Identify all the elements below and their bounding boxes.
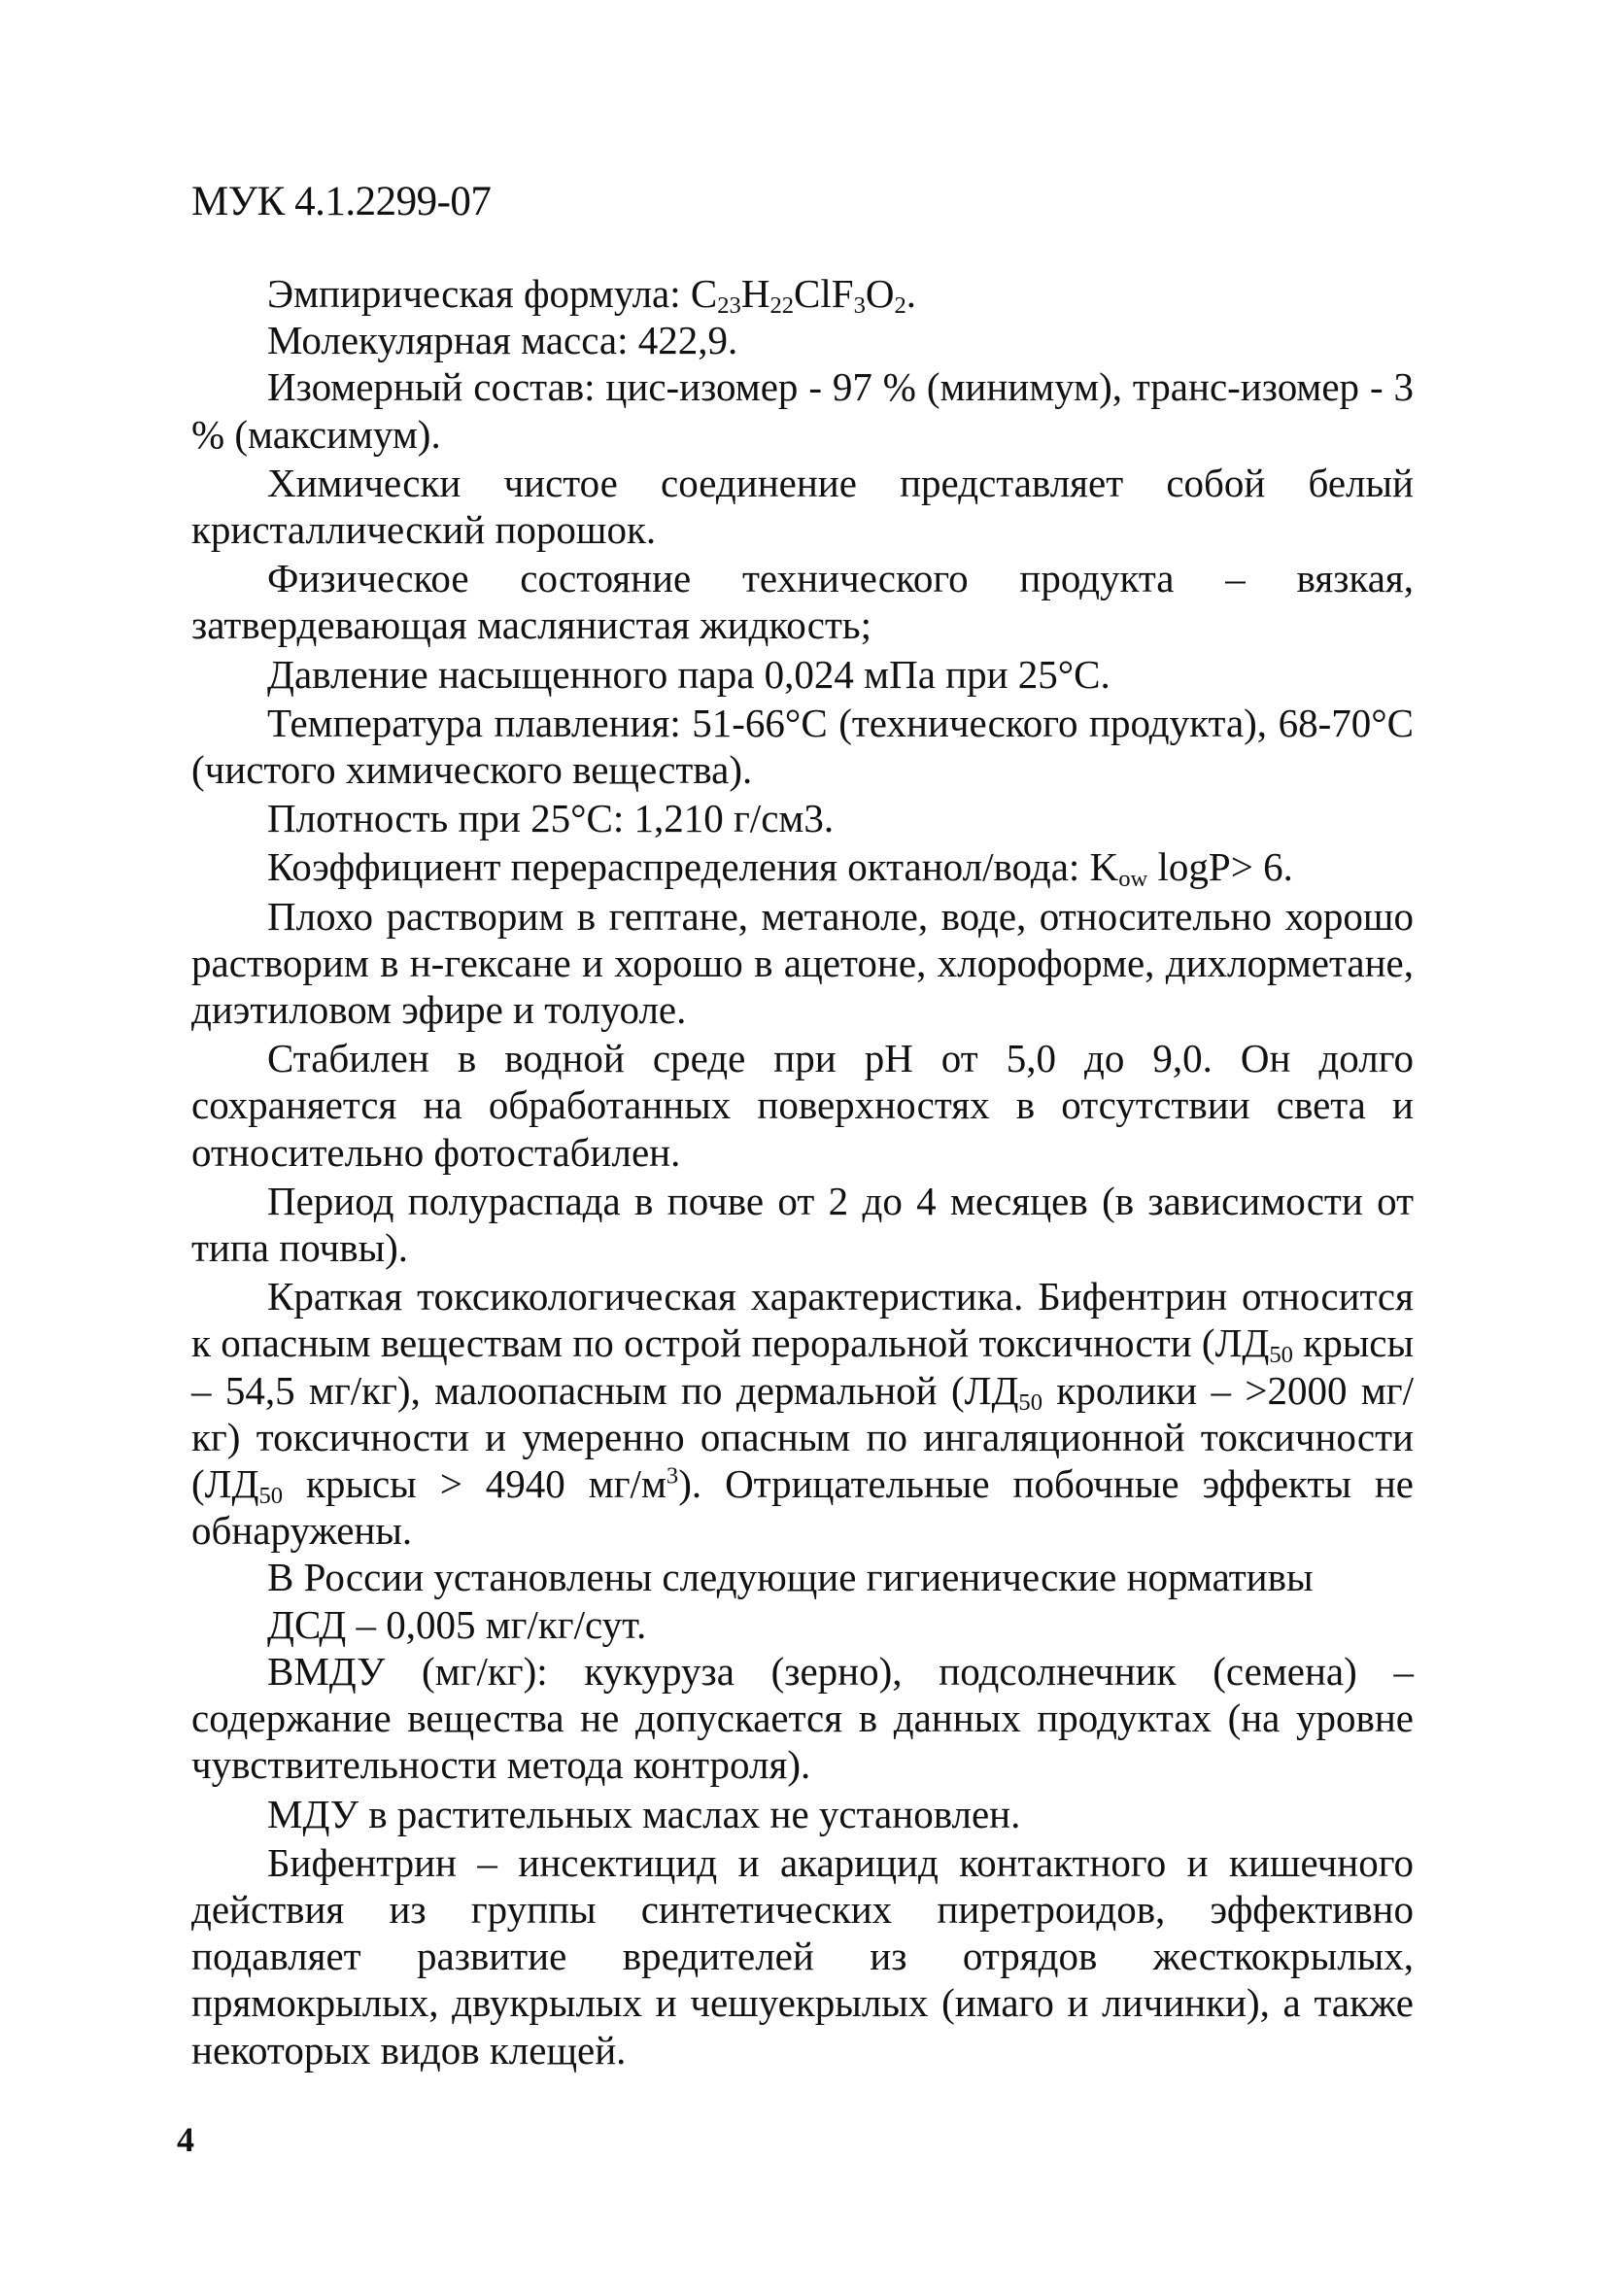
pure-compound: Химически чистое соединение представляет собой белый кристаллический порошок. — [191, 460, 1414, 553]
partition-coefficient: Коэффициент перераспределения октанол/вода: $K_{ow}$ logP> 6. — [267, 844, 1293, 893]
solubility: Плохо растворим в гептане, метаноле, воде, относительно хорошо растворим в н-гексане и хорошо в ацетоне, хлороформе, дихлорметане, диэтиловом эфире и толуоле. — [191, 893, 1414, 1033]
vmdu-norm: ВМДУ (мг/кг): кукуруза (зерно), подсолнечник (семена) – содержание вещества не допускается в данных продуктах (на уровне чувствительности метода контроля). — [191, 1648, 1414, 1788]
dsd-norm: ДСД – 0,005 мг/кг/сут. — [267, 1601, 647, 1647]
russia-norms: В России установлены следующие гигиенические нормативы — [267, 1555, 1314, 1600]
physical-state: Физическое состояние технического продукта – вязкая, затвердевающая маслянистая жидкость; — [191, 556, 1414, 648]
empirical-formula: Эмпирическая формула: $C_{23}H_{22}ClF_3O_2$. — [267, 271, 917, 320]
stability: Стабилен в водной среде при рН от 5,0 до 9,0. Он долго сохраняется на обработанных поверхностях в отсутствии света и относительно фотостабилен. — [191, 1036, 1414, 1175]
isomer-composition: Изомерный состав: цис-изомер - 97 % (минимум), транс-изомер - 3 % (максимум). — [191, 364, 1414, 457]
vapor-pressure: Давление насыщенного пара 0,024 мПа при 25°С. — [267, 651, 1111, 697]
document-body — [191, 270, 1414, 2073]
melting-point: Температура плавления: 51-66°С (технического продукта), 68-70°С (чистого химического вещества). — [191, 700, 1414, 793]
molar-mass: Молекулярная масса: 422,9. — [267, 318, 738, 363]
half-life: Период полураспада в почве от 2 до 4 месяцев (в зависимости от типа почвы). — [191, 1178, 1414, 1271]
mdu-norm: МДУ в растительных маслах не установлен. — [267, 1791, 1021, 1836]
description: Бифентрин – инсектицид и акарицид контактного и кишечного действия из группы синтетических пиретроидов, эффективно подавляет развитие вредителей из отрядов жесткокрылых, прямокрылых, двукрылых и чешуекрылых (имаго и личинки), а также некоторых видов клещей. — [191, 1839, 1414, 2073]
document-code-header: МУК 4.1.2299-07 — [191, 179, 492, 224]
page-number: 4 — [177, 2120, 194, 2159]
toxicology: Краткая токсикологическая характеристика. Бифентрин относится к опасным веществам по острой пероральной токсичности ($ЛД_{50}$ крысы – 54,5 мг/кг), малоопасным по дермальной ($ЛД_{50}$ кролики – >2000 мг/кг) токсичности и умеренно опасным по ингаляционной токсичности ($ЛД_{50}$ крысы > 4940 $мг/м^3$). Отрицательные побочные эффекты не обнаружены. — [191, 1274, 1414, 1554]
density: Плотность при 25°С: 1,210 г/см3. — [267, 796, 835, 841]
